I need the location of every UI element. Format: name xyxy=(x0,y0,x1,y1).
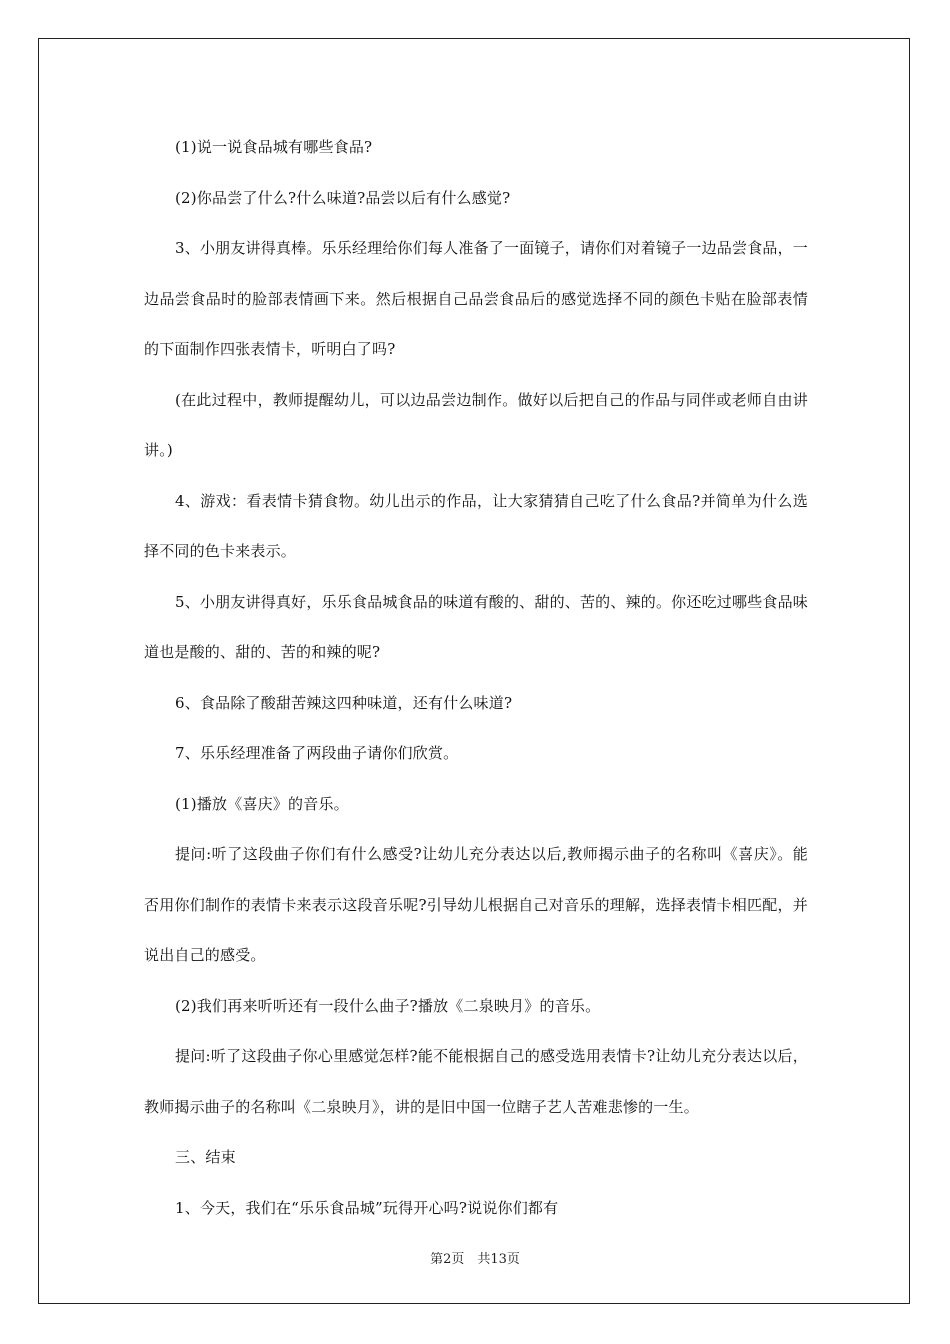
document-body xyxy=(144,122,808,1233)
paragraph: 提问:听了这段曲子你心里感觉怎样?能不能根据自己的感受选用表情卡?让幼儿充分表达以后，教师揭示曲子的名称叫《二泉映月》，讲的是旧中国一位瞎子艺人苦难悲惨的一生。 xyxy=(144,1047,808,1116)
paragraph: 3、小朋友讲得真棒。乐乐经理给你们每人准备了一面镜子，请你们对着镜子一边品尝食品，一边品尝食品时的脸部表情画下来。然后根据自己品尝食品后的感觉选择不同的颜色卡贴在脸部表情的下面制作四张表情卡，听明白了吗? xyxy=(144,239,808,358)
paragraph: (1)播放《喜庆》的音乐。 xyxy=(175,794,349,813)
paragraph: (2)我们再来听听还有一段什么曲子?播放《二泉映月》的音乐。 xyxy=(175,996,601,1015)
paragraph: (在此过程中，教师提醒幼儿，可以边品尝边制作。做好以后把自己的作品与同伴或老师自由讲讲。) xyxy=(144,390,808,459)
paragraph: 4、游戏：看表情卡猜食物。幼儿出示的作品，让大家猜猜自己吃了什么食品?并简单为什么选择不同的色卡来表示。 xyxy=(144,491,808,560)
paragraph: 5、小朋友讲得真好，乐乐食品城食品的味道有酸的、甜的、苦的、辣的。你还吃过哪些食品味道也是酸的、甜的、苦的和辣的呢? xyxy=(144,592,808,661)
paragraph: 6、食品除了酸甜苦辣这四种味道，还有什么味道? xyxy=(175,693,513,712)
paragraph: 提问:听了这段曲子你们有什么感受?让幼儿充分表达以后,教师揭示曲子的名称叫《喜庆》。能否用你们制作的表情卡来表示这段音乐呢?引导幼儿根据自己对音乐的理解，选择表情卡相匹配，并说出自己的感受。 xyxy=(144,845,808,964)
paragraph: 1、今天，我们在“乐乐食品城”玩得开心吗?说说你们都有 xyxy=(175,1198,559,1217)
page-number: 第2页 共13页 xyxy=(430,1252,520,1267)
paragraph: 7、乐乐经理准备了两段曲子请你们欣赏。 xyxy=(175,744,459,762)
section-heading: 三、结束 xyxy=(175,1148,236,1166)
paragraph: (2)你品尝了什么?什么味道?品尝以后有什么感觉? xyxy=(175,188,511,207)
paragraph: (1)说一说食品城有哪些食品? xyxy=(175,138,373,156)
